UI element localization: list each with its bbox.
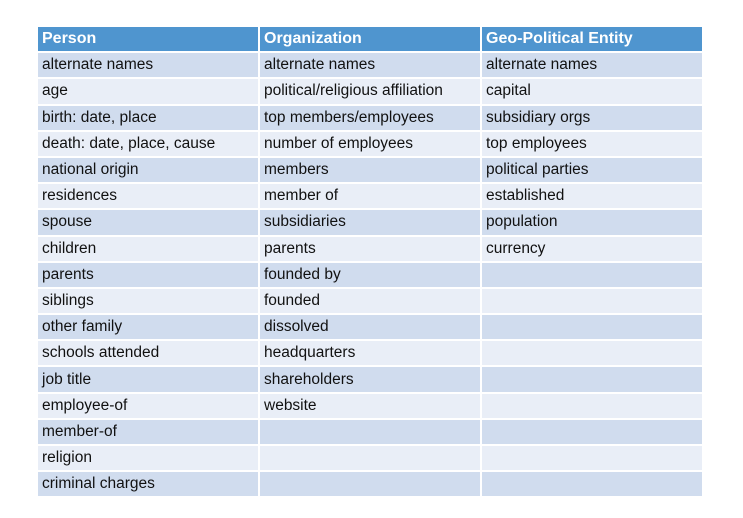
- table-cell-organization: headquarters: [260, 341, 480, 365]
- table-cell-organization: members: [260, 158, 480, 182]
- table-row: [38, 289, 702, 313]
- table-cell-geo-political-entity: subsidiary orgs: [482, 106, 702, 130]
- table-cell-organization: number of employees: [260, 132, 480, 156]
- table-cell-organization: [260, 420, 480, 444]
- table-cell-geo-political-entity: [482, 394, 702, 418]
- table-row: [38, 446, 702, 470]
- column-header-organization: Organization: [260, 27, 480, 51]
- table-row: [38, 394, 702, 418]
- table-row: [38, 79, 702, 103]
- column-header-person: Person: [38, 27, 258, 51]
- table-body: [38, 53, 702, 496]
- table-row: [38, 472, 702, 496]
- table-row: [38, 106, 702, 130]
- table-cell-person: parents: [38, 263, 258, 287]
- table-cell-person: national origin: [38, 158, 258, 182]
- table-cell-geo-political-entity: currency: [482, 237, 702, 261]
- table-cell-geo-political-entity: [482, 367, 702, 391]
- table-cell-geo-political-entity: alternate names: [482, 53, 702, 77]
- table-row: [38, 315, 702, 339]
- table-cell-geo-political-entity: [482, 341, 702, 365]
- table-cell-geo-political-entity: [482, 446, 702, 470]
- table-row: [38, 263, 702, 287]
- table-cell-geo-political-entity: [482, 420, 702, 444]
- table-cell-organization: political/religious affiliation: [260, 79, 480, 103]
- table-cell-person: age: [38, 79, 258, 103]
- table-cell-geo-political-entity: political parties: [482, 158, 702, 182]
- table-cell-geo-political-entity: [482, 472, 702, 496]
- table-cell-organization: founded by: [260, 263, 480, 287]
- column-header-geo-political-entity: Geo-Political Entity: [482, 27, 702, 51]
- table-cell-person: children: [38, 237, 258, 261]
- table-cell-geo-political-entity: population: [482, 210, 702, 234]
- table-cell-organization: [260, 472, 480, 496]
- table-cell-organization: founded: [260, 289, 480, 313]
- table-cell-organization: member of: [260, 184, 480, 208]
- table-row: [38, 210, 702, 234]
- attribute-table: [36, 25, 704, 498]
- table-cell-geo-political-entity: established: [482, 184, 702, 208]
- table-cell-organization: alternate names: [260, 53, 480, 77]
- table-cell-organization: subsidiaries: [260, 210, 480, 234]
- table-cell-person: other family: [38, 315, 258, 339]
- header-row: [38, 27, 702, 51]
- table-row: [38, 132, 702, 156]
- table-cell-person: member-of: [38, 420, 258, 444]
- table-cell-organization: dissolved: [260, 315, 480, 339]
- table-cell-person: residences: [38, 184, 258, 208]
- table-cell-geo-political-entity: [482, 289, 702, 313]
- table-cell-person: job title: [38, 367, 258, 391]
- table-row: [38, 53, 702, 77]
- table-cell-organization: [260, 446, 480, 470]
- table-row: [38, 184, 702, 208]
- table-row: [38, 237, 702, 261]
- table-row: [38, 367, 702, 391]
- table-header: [38, 27, 702, 51]
- table-cell-organization: top members/employees: [260, 106, 480, 130]
- table-cell-person: religion: [38, 446, 258, 470]
- table-cell-person: spouse: [38, 210, 258, 234]
- table-cell-person: death: date, place, cause: [38, 132, 258, 156]
- table-cell-person: criminal charges: [38, 472, 258, 496]
- table-cell-person: schools attended: [38, 341, 258, 365]
- table-cell-person: alternate names: [38, 53, 258, 77]
- table-cell-person: employee-of: [38, 394, 258, 418]
- table-cell-organization: parents: [260, 237, 480, 261]
- table-row: [38, 158, 702, 182]
- table-cell-geo-political-entity: [482, 263, 702, 287]
- table-cell-geo-political-entity: [482, 315, 702, 339]
- table-row: [38, 420, 702, 444]
- table-cell-person: birth: date, place: [38, 106, 258, 130]
- table-cell-organization: shareholders: [260, 367, 480, 391]
- table-cell-geo-political-entity: top employees: [482, 132, 702, 156]
- table-cell-geo-political-entity: capital: [482, 79, 702, 103]
- table-cell-organization: website: [260, 394, 480, 418]
- table-row: [38, 341, 702, 365]
- table-cell-person: siblings: [38, 289, 258, 313]
